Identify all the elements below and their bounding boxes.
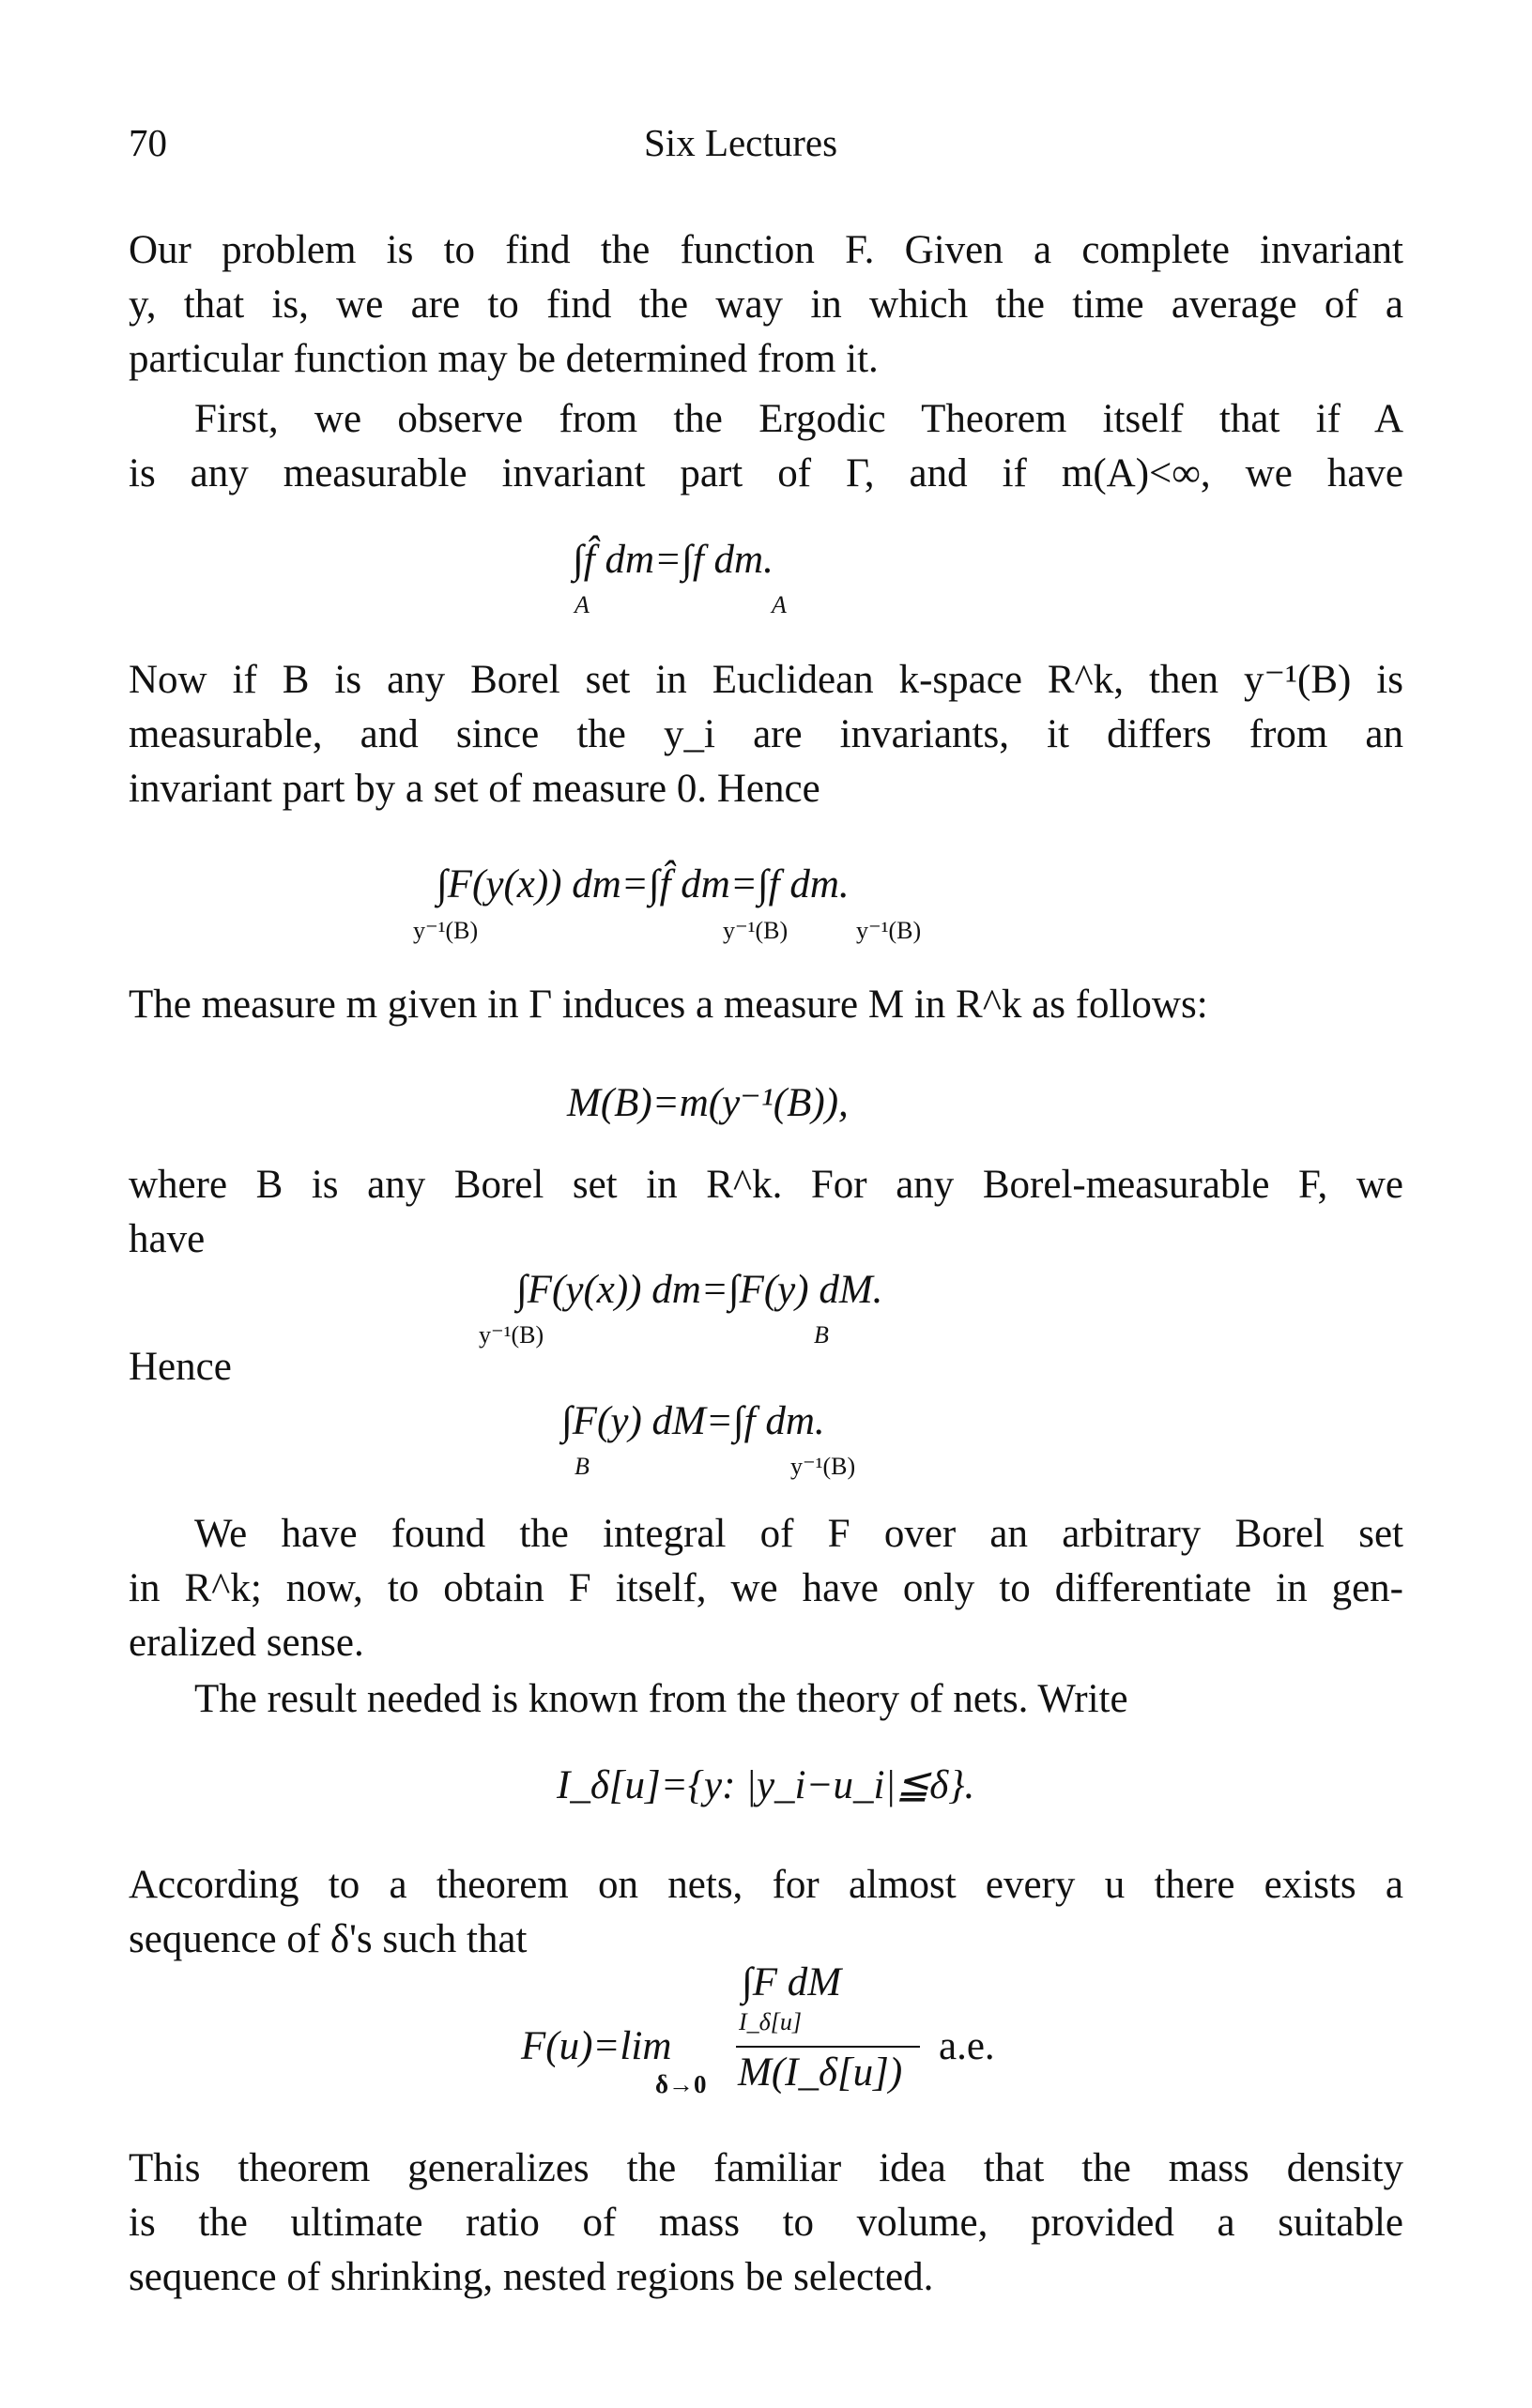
paragraph-3 (129, 653, 1403, 816)
text-line: is the ultimate ratio of mass to volume, provided a suitable (129, 2201, 1403, 2245)
equation-7-limit-subscript: δ→0 (655, 2070, 707, 2098)
text-line: y, that is, we are to find the way in which the time average of a (129, 282, 1403, 327)
text-line: Our problem is to find the function F. Given a complete invariant (129, 228, 1403, 272)
text-line: We have found the integral of F over an arbitrary Borel set (194, 1512, 1403, 1556)
equation-3: M(B)=m(y⁻¹(B)), (567, 1081, 849, 1125)
equation-7-fraction-bar (736, 2046, 920, 2048)
text-line: measurable, and since the y_i are invariants, it differs from an (129, 712, 1403, 756)
text-line: have (129, 1217, 206, 1261)
equation-7-numerator-limit: I_δ[u] (739, 2008, 802, 2035)
text-line: The result needed is known from the theory of nets. Write (194, 1677, 1128, 1721)
text-line: The measure m given in Γ induces a measure M in R^k as follows: (129, 983, 1208, 1027)
equation-2-lower-limit: y⁻¹(B) (413, 917, 479, 944)
paragraph-2 (129, 392, 1403, 501)
equation-4-lower-limit: B (814, 1321, 829, 1349)
equation-5-lower-limit: B (574, 1453, 590, 1480)
equation-5: ∫F(y) dM=∫f dm. (561, 1399, 825, 1443)
equation-1-lower-limit: A (772, 591, 787, 618)
text-line: Hence (129, 1345, 232, 1389)
text-line: where B is any Borel set in R^k. For any Borel-measurable F, we (129, 1163, 1403, 1207)
equation-7-suffix: a.e. (939, 2024, 995, 2068)
equation-5-lower-limit: y⁻¹(B) (790, 1453, 856, 1480)
text-line: invariant part by a set of measure 0. Hence (129, 767, 820, 811)
equation-2-lower-limit: y⁻¹(B) (723, 917, 789, 944)
equation-4: ∫F(y(x)) dm=∫F(y) dM. (516, 1268, 883, 1312)
text-line: Now if B is any Borel set in Euclidean k-space R^k, then y⁻¹(B) is (129, 658, 1403, 702)
text-line: is any measurable invariant part of Γ, and if m(A)<∞, we have (129, 451, 1403, 495)
equation-1: ∫f̂ dm=∫f dm. (573, 538, 774, 582)
equation-2-lower-limit: y⁻¹(B) (856, 917, 922, 944)
equation-4-lower-limit: y⁻¹(B) (479, 1321, 544, 1349)
paragraph-8 (129, 1672, 1403, 1727)
text-line: eralized sense. (129, 1621, 364, 1665)
page-number: 70 (129, 121, 167, 164)
equation-7-denominator: M(I_δ[u]) (738, 2050, 903, 2095)
text-line: First, we observe from the Ergodic Theorem itself that if A (194, 397, 1403, 441)
text-line: in R^k; now, to obtain F itself, we have only to differentiate in gen- (129, 1566, 1403, 1610)
paragraph-4 (129, 978, 1403, 1032)
equation-1-lower-limit: A (574, 591, 590, 618)
running-title: Six Lectures (644, 121, 838, 164)
equation-7-numerator: ∫F dM (742, 1960, 842, 2004)
paragraph-9 (129, 1858, 1403, 1967)
paragraph-10 (129, 2141, 1403, 2305)
equation-6: I_δ[u]={y: |y_i−u_i|≦δ}. (557, 1763, 975, 1807)
text-line: particular function may be determined from it. (129, 337, 879, 381)
paragraph-7 (129, 1507, 1403, 1670)
text-line: sequence of shrinking, nested regions be selected. (129, 2255, 934, 2299)
paragraph-1 (129, 223, 1403, 387)
equation-2: ∫F(y(x)) dm=∫f̂ dm=∫f dm. (437, 862, 850, 907)
paragraph-6 (129, 1340, 1403, 1395)
text-line: This theorem generalizes the familiar idea that the mass density (129, 2146, 1403, 2190)
text-line: According to a theorem on nets, for almost every u there exists a (129, 1863, 1403, 1907)
paragraph-5 (129, 1158, 1403, 1267)
equation-7-lhs: F(u)=lim (521, 2024, 672, 2068)
text-line: sequence of δ's such that (129, 1917, 528, 1961)
